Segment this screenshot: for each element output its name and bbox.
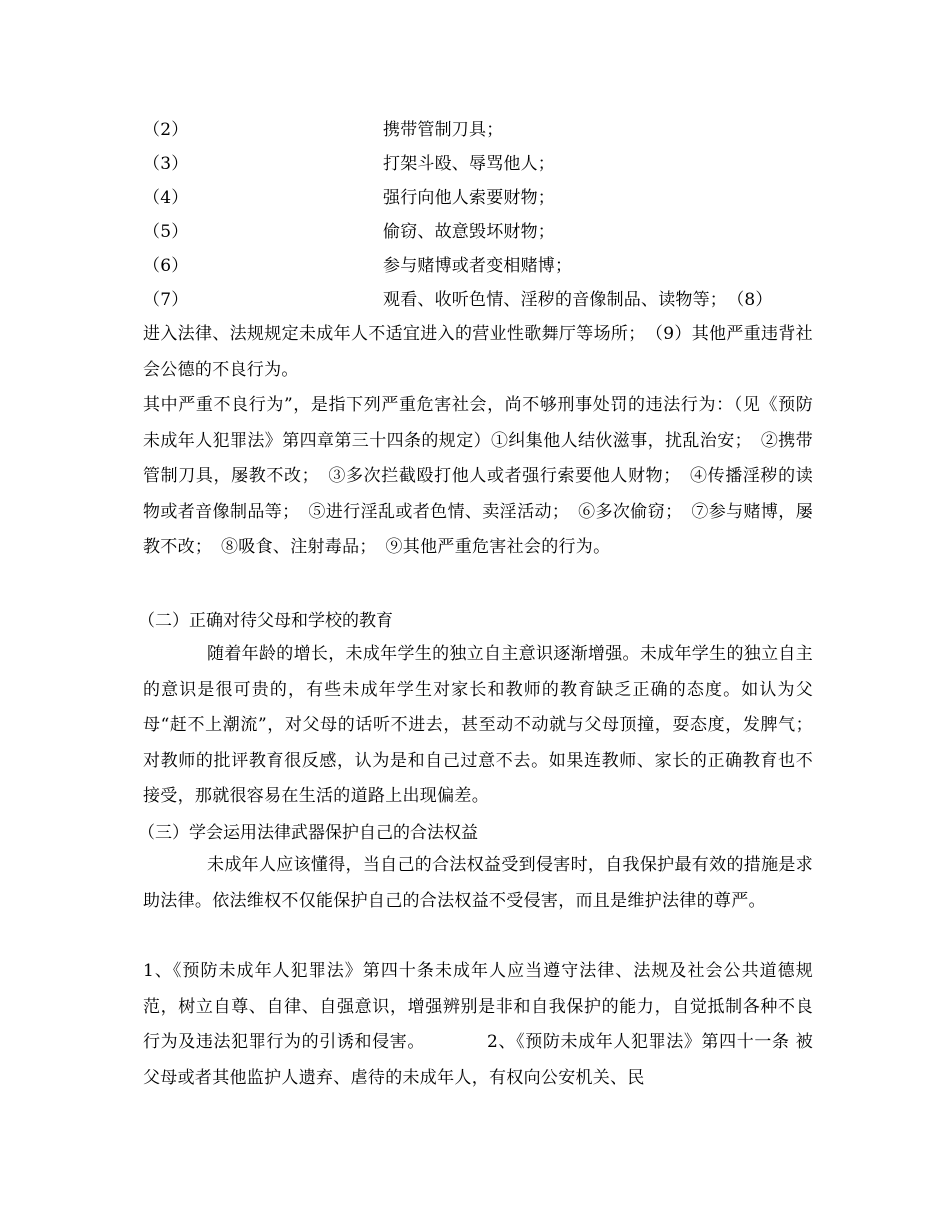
paragraph-bad-behaviors: 进入法律、法规规定未成年人不适宜进入的营业性歌舞厅等场所； （9）其他严重违背社会公德的不良行为。: [143, 324, 813, 380]
paragraph-serious-bad-behaviors: 其中严重不良行为”，是指下列严重危害社会，尚不够刑事处罚的违法行为：（见《预防未成年人犯罪法》第四章第三十四条的规定）①纠集他人结伙滋事，扰乱治安； ②携带管制刀具，屡教不改； ③多次拦截殴打他人或者强行索要他人财物； ④传播淫秽的读物或者音像制品等； ⑤进行淫乱或者色情、卖淫活动； ⑥多次偷窃； ⑦参与赌博，屡教不改； ⑧吸食、注射毒品； ⑨其他严重危害社会的行为。: [143, 395, 813, 557]
list-item: [143, 222, 823, 242]
list-text: 偷窃、故意毁坏财物；: [383, 222, 555, 242]
list-item: [143, 154, 823, 174]
list-text: 参与赌博或者变相赌博；: [383, 256, 573, 276]
list-number: （3）: [143, 154, 189, 174]
list-number: （7）: [143, 290, 189, 310]
list-text: 携带管制刀具；: [383, 120, 504, 140]
paragraph-parents-school: 随着年龄的增长，未成年学生的独立自主意识逐渐增强。未成年学生的独立自主的意识是很可贵的，有些未成年学生对家长和教师的教育缺乏正确的态度。如认为父母“赶不上潮流”，对父母的话听不进去，甚至动不动就与父母顶撞，耍态度，发脾气；对教师的批评教育很反感，认为是和自己过意不去。如果连教师、家长的正确教育也不接受，那就很容易在生活的道路上出现偏差。: [143, 644, 813, 806]
list-text: 打架斗殴、辱骂他人；: [383, 154, 555, 174]
list-number: （2）: [143, 120, 189, 140]
list-number: （4）: [143, 188, 189, 208]
list-number: （6）: [143, 256, 189, 276]
list-item: [143, 290, 823, 310]
list-item: [143, 256, 823, 276]
paragraph-law-articles: 1、《预防未成年人犯罪法》第四十条未成年人应当遵守法律、法规及社会公共道德规范，树立自尊、自律、自强意识，增强辨别是非和自我保护的能力，自觉抵制各种不良行为及违法犯罪行为的引诱和侵害。 2、《预防未成年人犯罪法》第四十一条 被父母或者其他监护人遗弃、虐待的未成年人，有权向公安机关、民: [143, 961, 813, 1088]
list-text: 观看、收听色情、淫秽的音像制品、读物等； （8）: [383, 290, 773, 310]
section-heading-2: （二）正确对待父母和学校的教育: [138, 611, 393, 631]
list-item: [143, 188, 823, 208]
paragraph-legal-rights: 未成年人应该懂得，当自己的合法权益受到侵害时，自我保护最有效的措施是求助法律。依法维权不仅能保护自己的合法权益不受侵害，而且是维护法律的尊严。: [143, 855, 813, 911]
list-text: 强行向他人索要财物；: [383, 188, 555, 208]
list-item: [143, 120, 823, 140]
list-number: （5）: [143, 222, 189, 242]
section-heading-3: （三）学会运用法律武器保护自己的合法权益: [138, 823, 478, 843]
